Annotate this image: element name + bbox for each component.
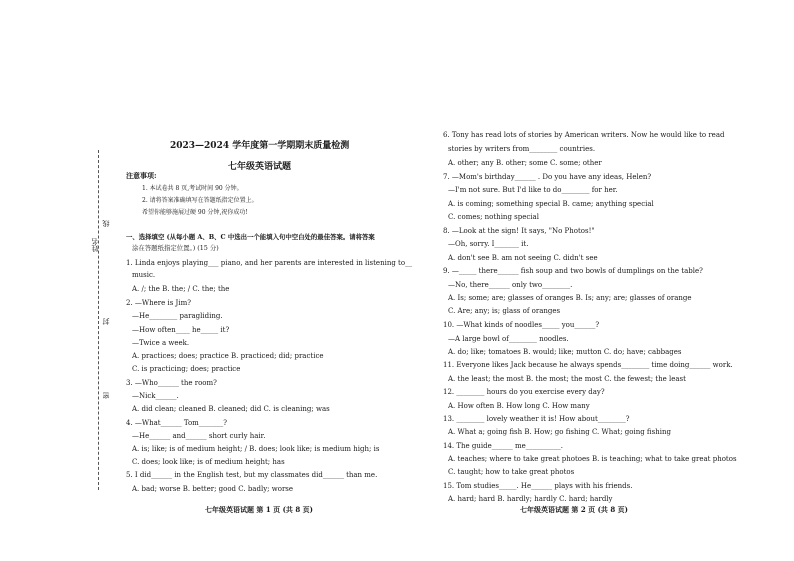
option-line: A. How often B. How long C. How many (448, 402, 590, 410)
section-heading-cont: 涂在答题纸指定位置。) (15 分) (132, 244, 219, 252)
option-line: A. hard; hard B. hardly; hardly C. hard; hardly (448, 495, 613, 503)
option-line: C. is practicing; does; practice (132, 365, 241, 373)
option-line: A. teaches; where to take great photoes B. is teaching; what to take great photos (448, 455, 737, 463)
question-line: 9. —_____ there______ fish soup and two bowls of dumplings on the table? (443, 267, 703, 275)
question-line: —He________ paragliding. (132, 312, 223, 320)
question-line: music. (132, 271, 156, 279)
note-item: 希望你能够施展过硬 90 分钟,祝你成功! (142, 209, 248, 216)
option-line: A. practices; does; practice B. practiced; did; practice (132, 352, 324, 360)
question-line: 1. Linda enjoys playing___ piano, and her parents are interested in listening to__ (126, 259, 413, 267)
page-footer-right: 七年级英语试题 第 2 页 (共 8 页) (520, 505, 628, 514)
question-line: 8. —Look at the sign! It says, "No Photos!" (443, 227, 595, 235)
option-line: A. do; like; tomatoes B. would; like; mutton C. do; have; cabbages (448, 348, 682, 356)
margin-label-secret: 密 (102, 392, 110, 399)
option-line: A. What a; going fish B. How; go fishing C. What; going fishing (448, 428, 671, 436)
notes-heading: 注意事项: (126, 171, 157, 180)
exam-title: 2023—2024 学年度第一学期期末质量检测 (170, 141, 350, 151)
option-line: C. taught; how to take great photos (448, 468, 575, 476)
option-line: A. don't see B. am not seeing C. didn't see (448, 254, 598, 262)
question-line: stories by writers from________ countries. (448, 145, 596, 153)
page-footer-left: 七年级英语试题 第 1 页 (共 8 页) (205, 505, 313, 514)
question-line: —A large bowl of________ noodles. (448, 335, 569, 343)
question-line: 7. —Mom's birthday______ . Do you have any ideas, Helen? (443, 173, 652, 181)
question-line: 12. ________ hours do you exercise every day? (443, 388, 605, 396)
section-heading: 一、选择填空 (从每小题 A、B、C 中选出一个能填入句中空白处的最佳答案。请将答案 (126, 233, 375, 241)
question-line: 14. The guide______ me__________. (443, 442, 563, 450)
option-line: A. Is; some; are; glasses of oranges B. Is; any; are; glasses of orange (448, 294, 692, 302)
option-line: A. is; like; is of medium height; / B. does; look like; is medium high; is (132, 445, 380, 453)
question-line: 6. Tony has read lots of stories by American writers. Now he would like to read (443, 131, 725, 139)
option-line: A. is coming; something special B. came; anything special (448, 200, 654, 208)
question-line: —He______ and______ short curly hair. (132, 432, 266, 440)
option-line: C. does; look like; is of medium height; has (132, 458, 285, 466)
question-line: —No, there______ only two________. (448, 281, 573, 289)
question-line: —I'm not sure. But I'd like to do________ for her. (448, 186, 618, 194)
question-line: 15. Tom studies_____. He______ plays with his friends. (443, 482, 633, 490)
question-line: 3. —Who______ the room? (126, 379, 217, 387)
question-line: 4. —What______ Tom_______? (126, 419, 228, 427)
margin-label-name: 姓名 (91, 238, 99, 252)
option-line: A. other; any B. other; some C. some; other (448, 159, 602, 167)
question-line: 10. —What kinds of noodles_____ you______? (443, 321, 600, 329)
question-line: 5. I did______ in the English test, but my classmates did______ than me. (126, 471, 378, 479)
option-line: C. Are; any; is; glass of oranges (448, 307, 561, 315)
option-line: A. /; the B. the; / C. the; the (132, 285, 230, 293)
question-line: 11. Everyone likes Jack because he always spends________ time doing______ work. (443, 361, 733, 369)
note-item: 2. 请将答案准确填写在答题纸指定位置上。 (142, 197, 258, 204)
exam-subtitle: 七年级英语试题 (228, 162, 292, 172)
binding-dashed-line (98, 150, 99, 490)
option-line: A. the least; the most B. the most; the most C. the fewest; the least (448, 375, 686, 383)
margin-label-line: 线 (102, 220, 110, 227)
binding-margin (0, 0, 118, 561)
question-line: —Twice a week. (132, 339, 190, 347)
question-line: —How often____ he_____ it? (132, 326, 230, 334)
question-line: 13. ________ lovely weather it is! How about________? (443, 415, 630, 423)
option-line: C. comes; nothing special (448, 213, 539, 221)
option-line: A. bad; worse B. better; good C. badly; worse (132, 485, 294, 493)
question-line: 2. —Where is Jim? (126, 299, 191, 307)
question-line: —Nick______. (132, 392, 179, 400)
option-line: A. did clean; cleaned B. cleaned; did C. is cleaning; was (132, 405, 330, 413)
margin-label-seal: 封 (102, 318, 110, 325)
note-item: 1. 本试卷共 8 页,考试时间 90 分钟。 (142, 185, 243, 192)
question-line: —Oh, sorry. I_______ it. (448, 240, 529, 248)
